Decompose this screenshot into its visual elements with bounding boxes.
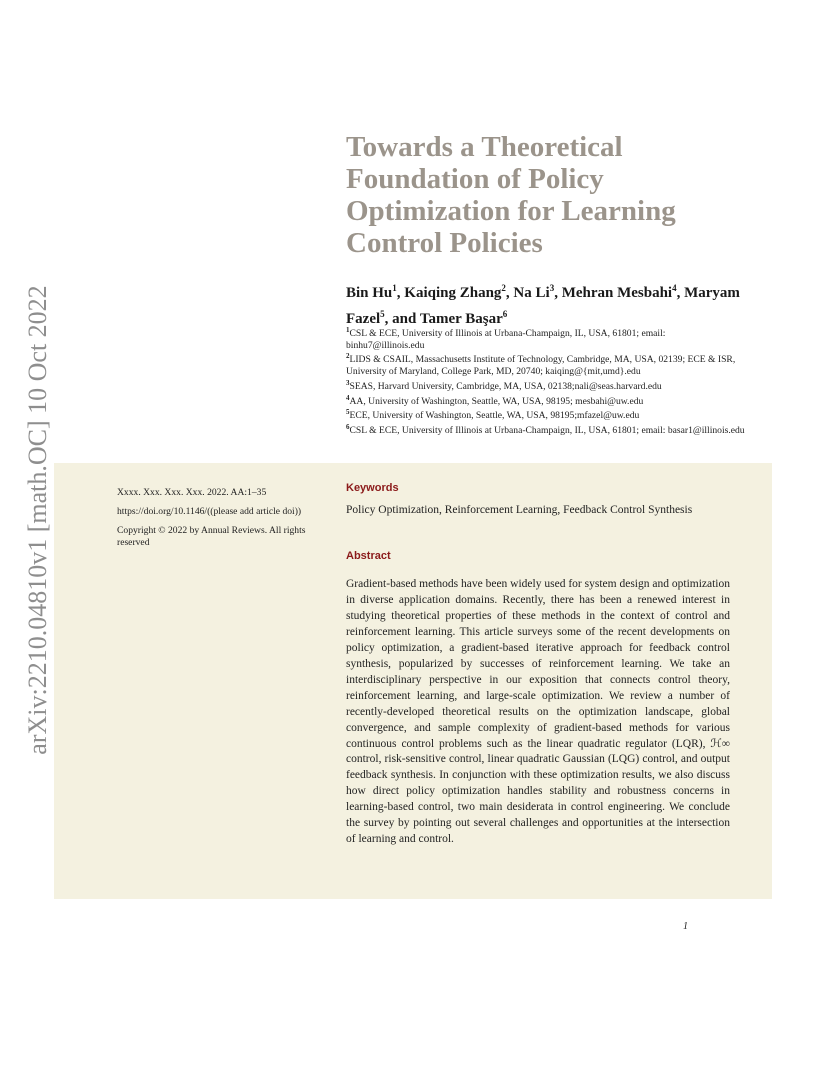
affiliation-mark: 2 [346, 352, 350, 361]
affiliation-mark: 1 [346, 326, 350, 334]
affiliation-text: SEAS, Harvard University, Cambridge, MA, USA, 02138;nali@seas.harvard.edu [349, 380, 662, 392]
abstract-text: Gradient-based methods have been widely used for system design and optimization in diverse application domains. Recently, there has been a renewed interest in studying theoretical properties of these methods in the context of control and reinforcement learning. This article surveys some of the recent developments on policy optimization, a gradient-based iterative approach for feedback control synthesis, popularized by successes of reinforcement learning. We take an interdisciplinary perspective in our exposition that connects control theory, reinforcement learning, and large-scale optimization. We review a number of recently-developed theoretical results on the optimization landscape, global convergence, and sample complexity of gradient-based methods for various continuous control problems such as the linear quadratic regulator (LQR), ℋ∞ control, risk-sensitive control, linear quadratic Gaussian (LQG) control, and output feedback synthesis. In conjunction with these optimization results, we also discuss how direct policy optimization handles stability and robustness concerns in learning-based control, two main desiderata in control engineering. We conclude the survey by pointing out several challenges and opportunities at the intersection of learning and control. [346, 578, 730, 846]
author-separator: , [505, 285, 514, 301]
author-separator: , [554, 285, 562, 301]
affiliation-mark: 5 [346, 408, 350, 417]
author-name: Maryam Fazel [346, 285, 740, 327]
affiliation-text: CSL & ECE, University of Illinois at Urbana-Champaign, IL, USA, 61801; email: basar1@illinois.edu [349, 425, 745, 437]
author-separator: , [396, 285, 405, 301]
citation-line: Xxxx. Xxx. Xxx. Xxx. 2022. AA:1–35 [117, 487, 267, 498]
author-name: Na Li [513, 285, 550, 301]
affiliation-text: LIDS & CSAIL, Massachusetts Institute of Technology, Cambridge, MA, USA, 02139; ECE & ISR, University of Maryland, College Park, MD, 20740; kaiqing@{mit,umd}.edu [346, 354, 736, 378]
author-affiliation-mark: 6 [502, 308, 508, 319]
affiliation-item [346, 325, 746, 351]
copyright-notice: Copyright © 2022 by Annual Reviews. All rights reserved [117, 525, 306, 548]
affiliation-item [346, 407, 746, 422]
author-list [346, 278, 766, 329]
keywords-heading: Keywords [346, 482, 399, 494]
affiliation-item [346, 378, 746, 393]
affiliation-item [346, 422, 746, 437]
author-affiliation-mark: 2 [501, 283, 506, 293]
affiliation-item [346, 351, 746, 377]
affiliation-text: ECE, University of Washington, Seattle, WA, USA, 98195;mfazel@uw.edu [349, 410, 640, 422]
publication-meta [117, 487, 317, 556]
author-separator: , and [384, 310, 420, 327]
keywords-text: Policy Optimization, Reinforcement Learning, Feedback Control Synthesis [346, 504, 693, 516]
author-name: Kaiqing Zhang [404, 285, 502, 301]
affiliation-item [346, 393, 746, 408]
affiliation-text: AA, University of Washington, Seattle, WA, USA, 98195; mesbahi@uw.edu [349, 395, 644, 407]
author-affiliation-mark: 3 [549, 283, 555, 293]
abstract-heading: Abstract [346, 550, 391, 562]
author-name: Tamer Başar [419, 310, 503, 327]
author-separator: , [676, 285, 685, 301]
doi-link[interactable]: https://doi.org/10.1146/((please add article doi)) [117, 506, 302, 517]
affiliation-mark: 4 [346, 393, 350, 402]
page-number: 1 [683, 921, 688, 932]
affiliation-mark: 3 [346, 378, 350, 387]
affiliation-list [346, 325, 746, 437]
paper-title: Towards a Theoretical Foundation of Policy Optimization for Learning Control Policies [346, 131, 676, 259]
author-affiliation-mark: 4 [672, 283, 677, 293]
author-name: Bin Hu [346, 285, 393, 301]
arxiv-identifier-stamp: arXiv:2210.04810v1 [math.OC] 10 Oct 2022 [23, 285, 52, 755]
author-affiliation-mark: 5 [380, 308, 385, 319]
author-affiliation-mark: 1 [392, 283, 397, 293]
affiliation-text: CSL & ECE, University of Illinois at Urbana-Champaign, IL, USA, 61801; email: binhu7@illinois.edu [346, 328, 666, 351]
author-name: Mehran Mesbahi [561, 285, 673, 301]
affiliation-mark: 6 [346, 423, 350, 432]
